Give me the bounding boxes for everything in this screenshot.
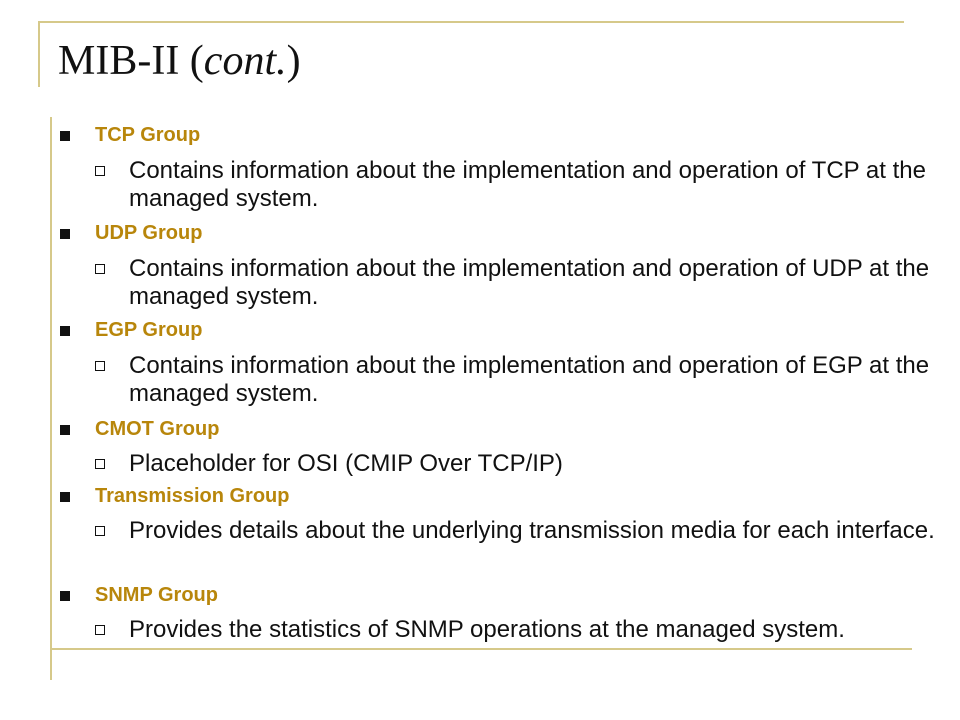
- detail-item-cmot: [95, 450, 945, 478]
- group-label: TCP Group: [95, 124, 201, 146]
- title-end: ): [286, 38, 301, 84]
- title-main: MIB-II (: [58, 38, 204, 84]
- hollow-square-bullet-icon: [95, 459, 105, 469]
- group-label: Transmission Group: [95, 485, 290, 507]
- hollow-square-bullet-icon: [95, 526, 105, 536]
- title-italic: cont.: [203, 38, 287, 84]
- detail-text: Contains information about the implementation and operation of UDP at the managed system.: [129, 255, 930, 310]
- detail-text: Contains information about the implementation and operation of TCP at the managed system.: [129, 157, 926, 212]
- detail-item-tcp: [95, 157, 945, 213]
- square-bullet-icon: [60, 131, 70, 141]
- square-bullet-icon: [60, 425, 70, 435]
- group-label: UDP Group: [95, 222, 203, 244]
- detail-item-transmission: [95, 517, 945, 545]
- detail-text: Provides details about the underlying transmission media for each interface.: [129, 517, 935, 544]
- hollow-square-bullet-icon: [95, 264, 105, 274]
- square-bullet-icon: [60, 326, 70, 336]
- group-label: EGP Group: [95, 319, 203, 341]
- group-label: CMOT Group: [95, 418, 220, 440]
- detail-item-egp: [95, 352, 945, 408]
- detail-item-udp: [95, 255, 945, 311]
- hollow-square-bullet-icon: [95, 166, 105, 176]
- square-bullet-icon: [60, 591, 70, 601]
- group-label: SNMP Group: [95, 584, 218, 606]
- detail-text: Contains information about the implementation and operation of EGP at the managed system.: [129, 352, 930, 407]
- detail-text: Provides the statistics of SNMP operations at the managed system.: [129, 616, 845, 643]
- detail-item-snmp: [95, 616, 945, 644]
- detail-text: Placeholder for OSI (CMIP Over TCP/IP): [129, 450, 563, 477]
- square-bullet-icon: [60, 229, 70, 239]
- hollow-square-bullet-icon: [95, 625, 105, 635]
- hollow-square-bullet-icon: [95, 361, 105, 371]
- square-bullet-icon: [60, 492, 70, 502]
